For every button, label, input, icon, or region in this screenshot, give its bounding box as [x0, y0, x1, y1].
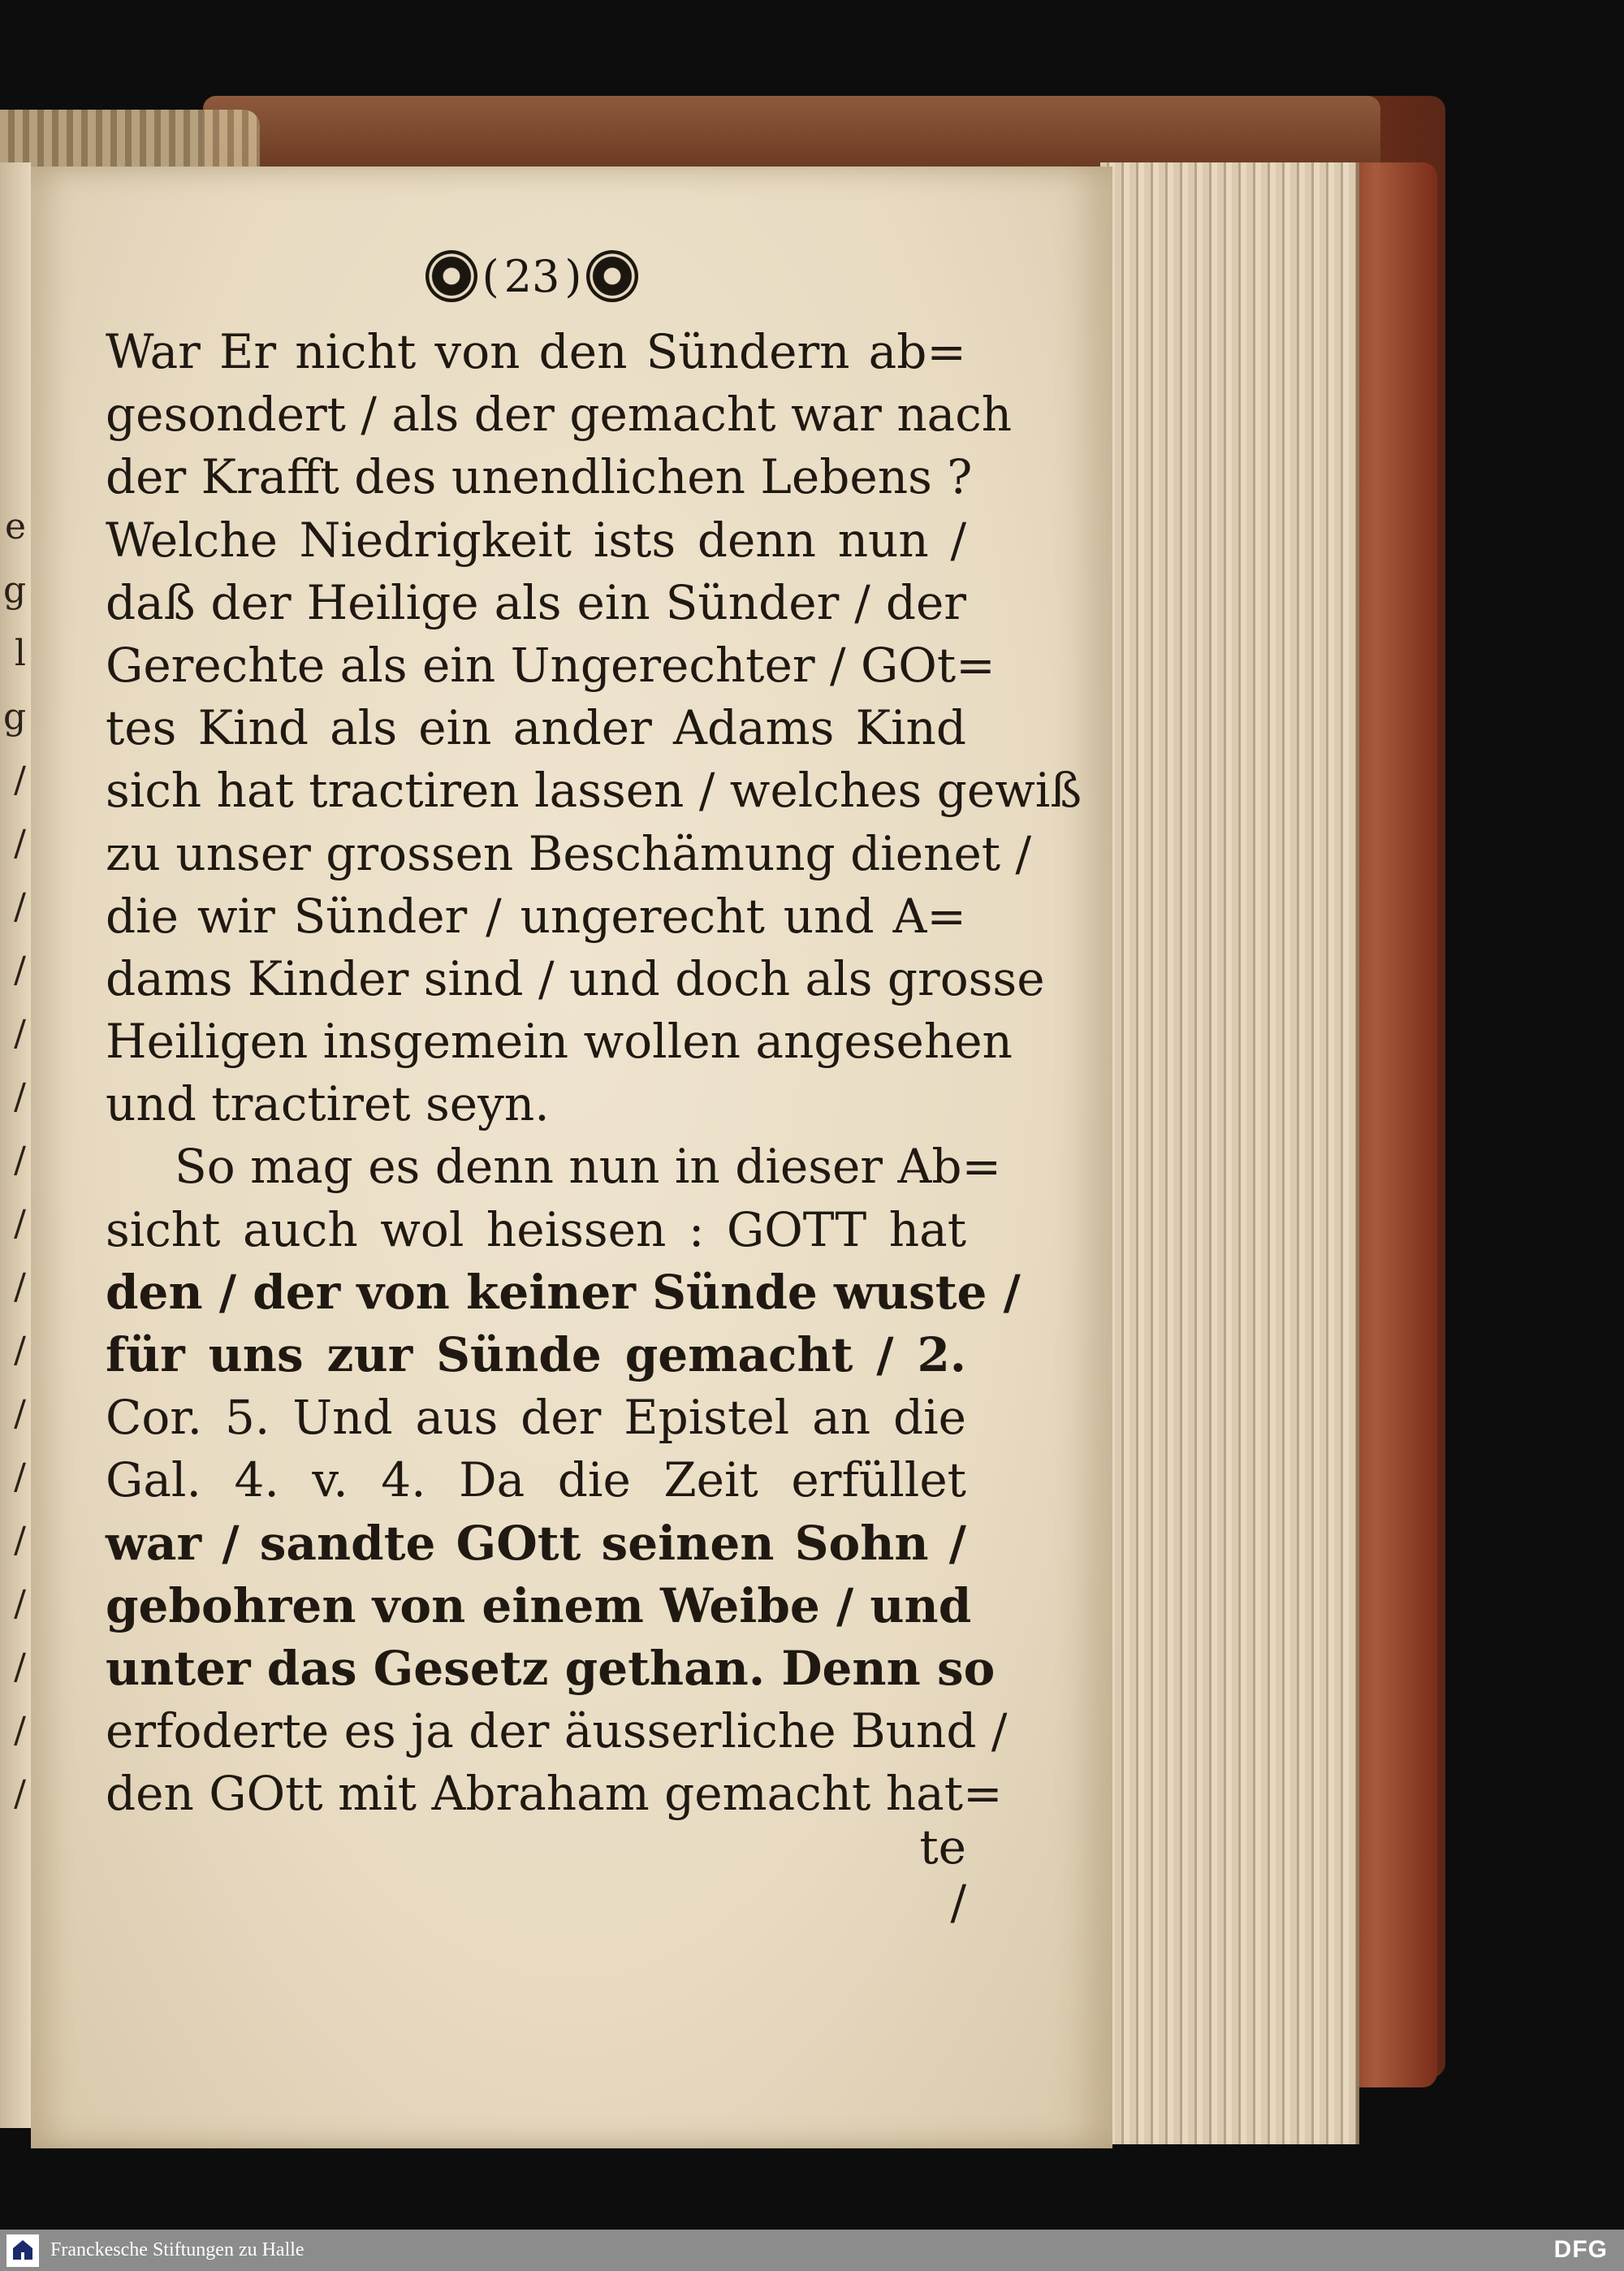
text-line: Heiligen insgemein wollen angesehen — [106, 1014, 1013, 1070]
text-line: sicht auch wol heissen : GOTT hat — [106, 1201, 966, 1257]
page-number-close-paren: ) — [564, 250, 582, 302]
text-line: gebohren von einem Weibe / und — [106, 1577, 972, 1633]
text-line: gesondert / als der gemacht war nach — [106, 387, 1013, 443]
rosette-ornament-icon — [425, 250, 477, 302]
previous-page-fragment: / — [14, 759, 26, 801]
text-line: daß der Heilige als ein Sünder / der — [106, 574, 966, 630]
page-header — [410, 244, 654, 309]
text-line: den / der von keiner Sünde wuste / — [106, 1264, 1021, 1320]
text-line: So mag es denn nun in dieser Ab= — [175, 1139, 1002, 1195]
previous-page-fragment: / — [14, 1076, 26, 1118]
previous-page-fragment: g — [3, 569, 27, 611]
previous-page-fragment: / — [14, 1266, 26, 1308]
previous-page-fragment: l — [14, 633, 26, 674]
page-block-stack — [1100, 162, 1359, 2144]
previous-page-fragment: / — [14, 1583, 26, 1624]
text-line: erfoderte es ja der äusserliche Bund / — [106, 1703, 1008, 1759]
text-line: tes Kind als ein ander Adams Kind — [106, 700, 966, 756]
previous-page-fragment: / — [14, 886, 26, 928]
previous-page-fragment: / — [14, 1013, 26, 1054]
catchword: te / — [919, 1819, 966, 1930]
previous-page-fragment: e — [4, 506, 26, 547]
text-line: Cor. 5. Und aus der Epistel an die — [106, 1390, 966, 1446]
rosette-ornament-icon — [586, 250, 638, 302]
previous-page-fragment: / — [14, 1203, 26, 1244]
previous-page-fragments — [3, 495, 26, 1826]
text-line: Gerechte als ein Ungerechter / GOt= — [106, 637, 996, 693]
text-line: die wir Sünder / ungerecht und A= — [106, 888, 966, 944]
previous-page-fragment: / — [14, 1393, 26, 1434]
previous-page-fragment: / — [14, 1710, 26, 1751]
previous-page-fragment: / — [14, 1520, 26, 1561]
previous-page-fragment: / — [14, 949, 26, 991]
institution-logo-icon — [6, 2234, 39, 2267]
previous-page-fragment: / — [14, 1646, 26, 1688]
text-line: sich hat tractiren lassen / welches gewiß — [106, 763, 1082, 819]
text-line: und tractiret seyn. — [106, 1076, 550, 1132]
previous-page-fragment: / — [14, 823, 26, 864]
previous-page-edge — [0, 162, 31, 2128]
dfg-logo: DFG — [1553, 2236, 1608, 2263]
text-line: War Er nicht von den Sündern ab= — [106, 324, 966, 379]
text-line: für uns zur Sünde gemacht / 2. — [106, 1327, 966, 1382]
text-line: der Krafft des unendlichen Lebens ? — [106, 449, 973, 505]
text-line: Welche Niedrigkeit ists denn nun / — [106, 512, 966, 568]
book-cover-top-edge — [203, 96, 1380, 169]
previous-page-fragment: / — [14, 1330, 26, 1371]
text-line: den GOtt mit Abraham gemacht hat= — [106, 1766, 1003, 1822]
text-line: dams Kinder sind / und doch als grosse — [106, 950, 1045, 1006]
text-line: Gal. 4. v. 4. Da die Zeit erfüllet — [106, 1452, 966, 1508]
text-line: zu unser grossen Beschämung dienet / — [106, 825, 1032, 881]
previous-page-fragment: / — [14, 1456, 26, 1498]
text-line: war / sandte GOtt seinen Sohn / — [106, 1515, 966, 1571]
headband — [0, 110, 260, 167]
page-number: 23 — [503, 250, 560, 302]
previous-page-fragment: g — [3, 696, 27, 738]
previous-page-fragment: / — [14, 1773, 26, 1815]
footer-bar — [0, 2230, 1624, 2271]
page-body-text — [106, 321, 1082, 1826]
institution-name: Franckesche Stiftungen zu Halle — [50, 2239, 304, 2260]
text-line: unter das Gesetz gethan. Denn so — [106, 1640, 996, 1696]
previous-page-fragment: / — [14, 1140, 26, 1181]
page-number-open-paren: ( — [482, 250, 499, 302]
